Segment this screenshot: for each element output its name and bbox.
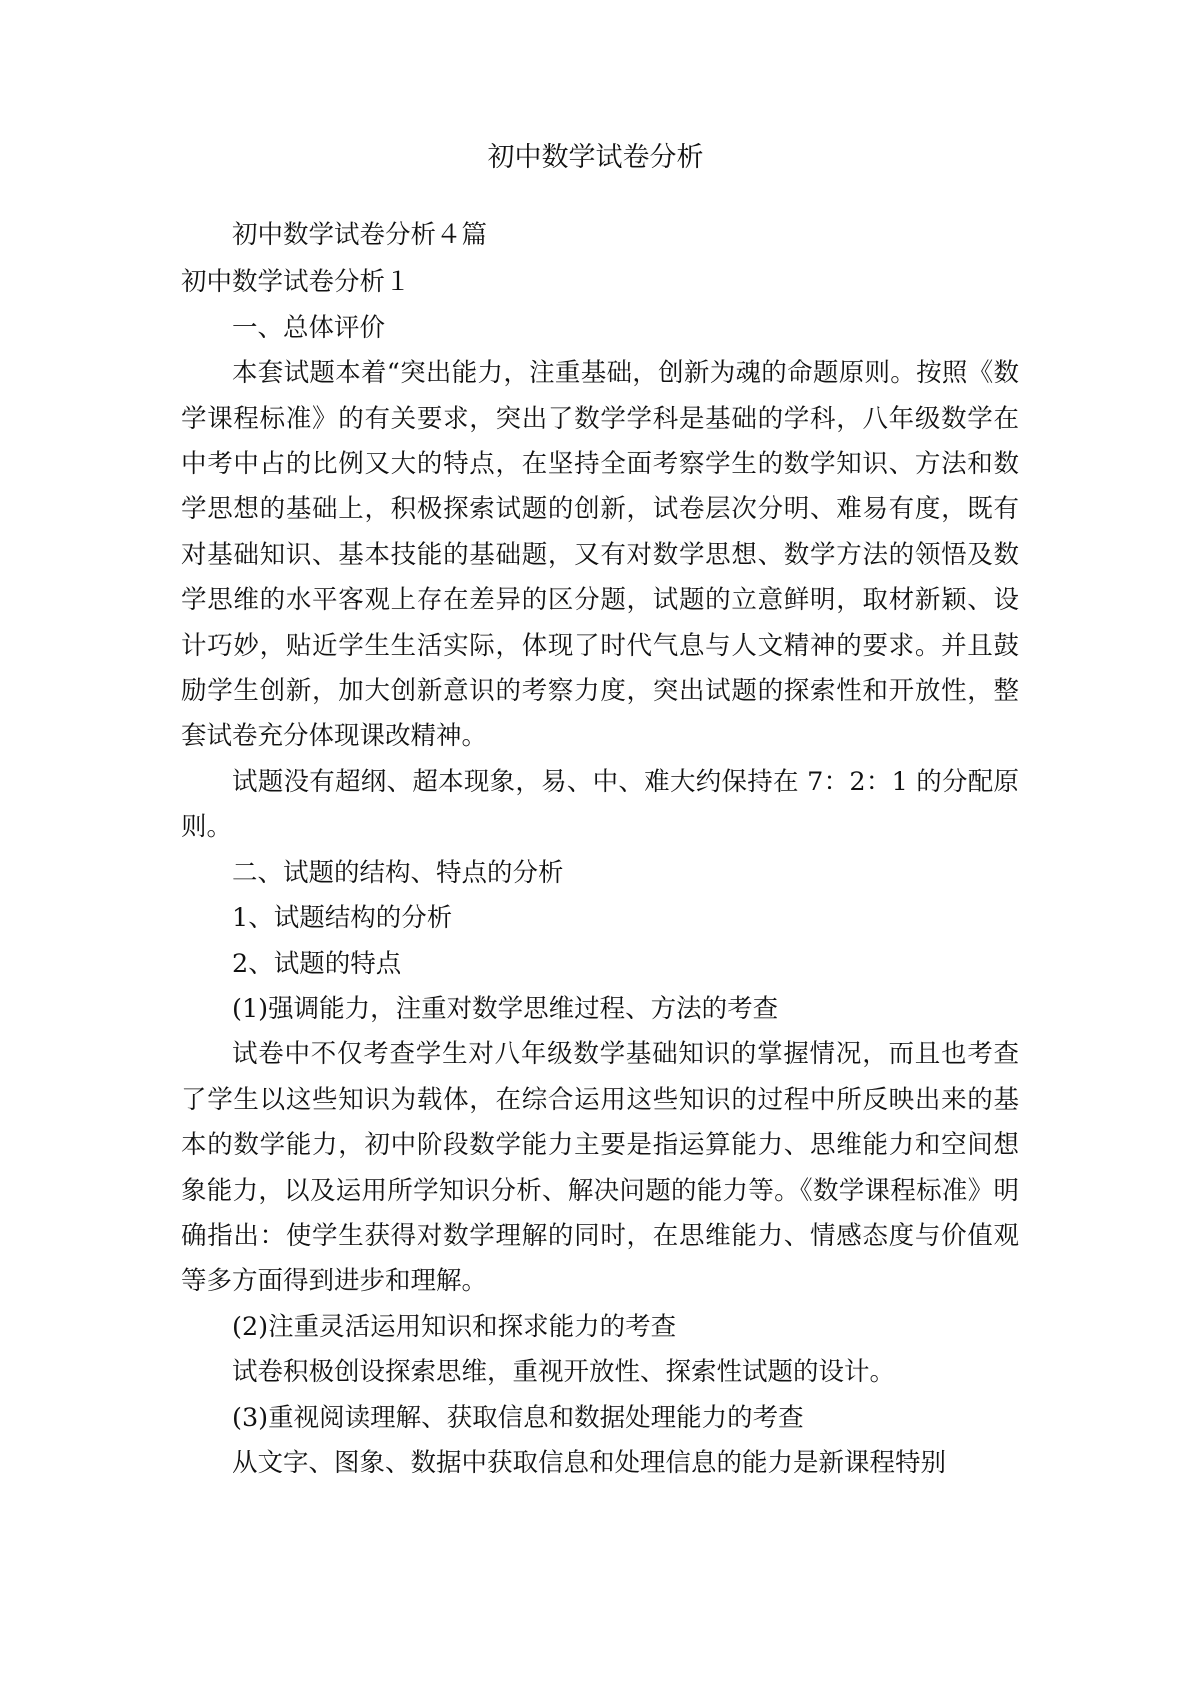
paragraph-section-heading: 初中数学试卷分析１ <box>181 267 411 298</box>
paragraph-subtitle: 初中数学试卷分析４篇 <box>232 220 488 250</box>
paragraph-body: 试卷积极创设探索思维，重视开放性、探索性试题的设计。 <box>232 1357 896 1388</box>
paragraph-heading: (1)强调能力，注重对数学思维过程、方法的考查 <box>232 993 779 1024</box>
paragraph-heading: (2)注重灵活运用知识和探求能力的考查 <box>232 1311 677 1342</box>
paragraph-body: 试卷中不仅考查学生对八年级数学基础知识的掌握情况，而且也考查了学生以这些知识为载体，在综合运用这些知识的过程中所反映出来的基本的数学能力，初中阶段数学能力主要是指运算能力、思维能力和空间想象能力，以及运用所学知识分析、解决问题的能力等。《数学课程标准》明确指出：使学生获得对数学理解的同时，在思维能力、情感态度与价值观等多方面得到进步和理解。 <box>181 1039 1019 1297</box>
paragraph-heading: 1、试题结构的分析 <box>232 903 453 934</box>
paragraph-heading-overall-evaluation: 一、总体评价 <box>232 312 386 343</box>
paragraph-body: 本套试题本着“突出能力，注重基础，创新为魂的命题原则。按照《数学课程标准》的有关要求，突出了数学学科是基础的学科，八年级数学在中考中占的比例又大的特点，在坚持全面考察学生的数学知识、方法和数学思想的基础上，积极探索试题的创新，试卷层次分明、难易有度，既有对基础知识、基本技能的基础题，又有对数学思想、数学方法的领悟及数学思维的水平客观上存在差异的区分题，试题的立意鲜明，取材新颖、设计巧妙，贴近学生生活实际，体现了时代气息与人文精神的要求。并且鼓励学生创新，加大创新意识的考察力度，突出试题的探索性和开放性，整套试卷充分体现课改精神。 <box>181 358 1019 752</box>
document-body <box>181 213 1019 1486</box>
paragraph-heading-structure: 二、试题的结构、特点的分析 <box>232 857 564 888</box>
paragraph-body: 从文字、图象、数据中获取信息和处理信息的能力是新课程特别 <box>232 1447 947 1478</box>
paragraph-body: 试题没有超纲、超本现象，易、中、难大约保持在 7：2：1 的分配原则。 <box>181 766 1019 843</box>
paragraph-heading: 2、试题的特点 <box>232 948 402 979</box>
paragraph-heading: (3)重视阅读理解、获取信息和数据处理能力的考查 <box>232 1402 804 1433</box>
document-title: 初中数学试卷分析 <box>487 142 704 173</box>
